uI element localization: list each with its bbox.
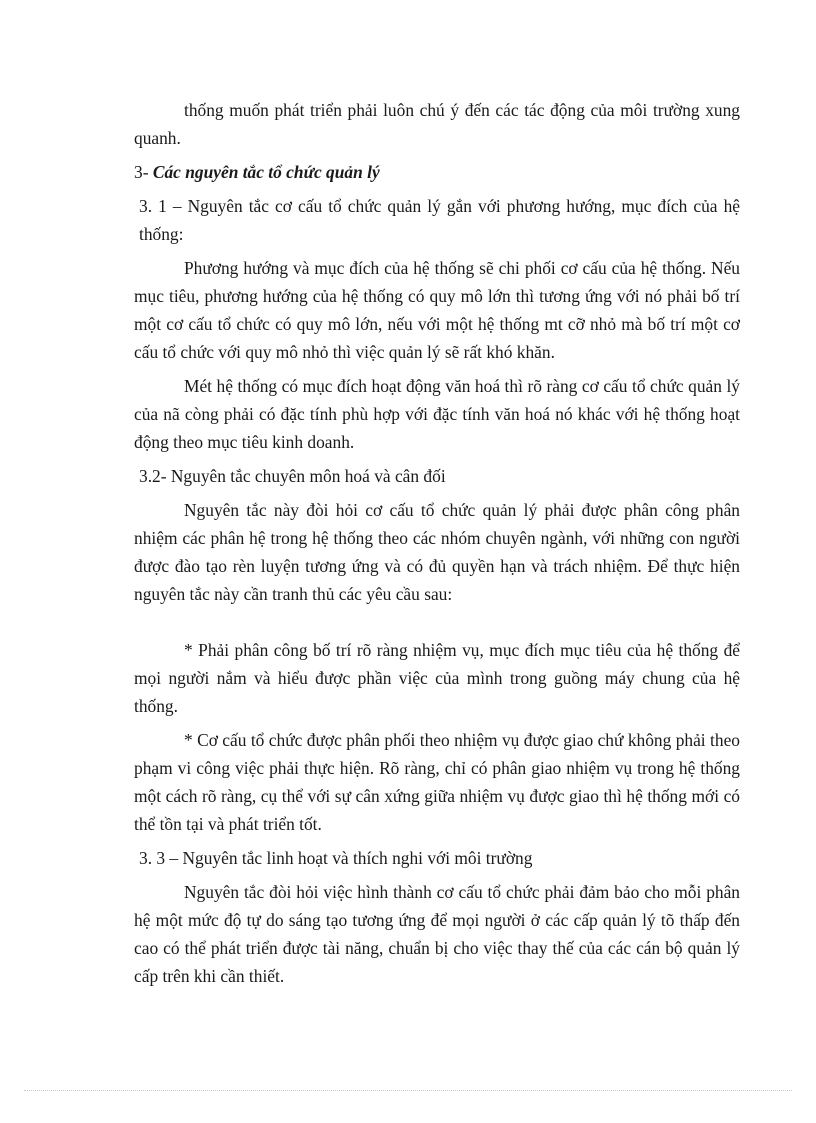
blank-line — [134, 614, 740, 636]
section-3-1-heading: 3. 1 – Nguyên tắc cơ cấu tổ chức quản lý gắn với phương hướng, mục đích của hệ thống: — [139, 196, 740, 244]
section-3-3-heading: 3. 3 – Nguyên tắc linh hoạt và thích nghi với môi trường — [139, 848, 533, 868]
page-body — [134, 96, 740, 996]
section-3-2-bullet-1: * Phải phân công bố trí rõ ràng nhiệm vụ, mục đích mục tiêu của hệ thống để mọi người nắm và hiểu được phần việc của mình trong guồng máy chung của hệ thống. — [134, 640, 740, 716]
section-3-2-heading: 3.2- Nguyên tắc chuyên môn hoá và cân đối — [139, 466, 446, 486]
footer-divider — [24, 1090, 792, 1091]
paragraph-continuation: thống muốn phát triển phải luôn chú ý đến các tác động của môi trường xung quanh. — [134, 100, 740, 148]
section-3-3-paragraph-1: Nguyên tắc đòi hỏi việc hình thành cơ cấu tổ chức phải đảm bảo cho mỗi phân hệ một mức độ tự do sáng tạo tương ứng để mọi người ở các cấp quản lý tõ thấp đến cao có thể phát triển được tài năng, chuẩn bị cho việc thay thế của các cán bộ quản lý cấp trên khi cần thiết. — [134, 882, 740, 986]
section-3-number: 3- — [134, 162, 149, 182]
section-3-2-bullet-2: * Cơ cấu tổ chức được phân phối theo nhiệm vụ được giao chứ không phải theo phạm vi công việc phải thực hiện. Rõ ràng, chỉ có phân giao nhiệm vụ trong hệ thống một cách rõ ràng, cụ thể với sự cân xứng giữa nhiệm vụ được giao thì hệ thống mới có thể tồn tại và phát triển tốt. — [134, 730, 740, 834]
section-3-1-paragraph-1: Phương hướng và mục đích của hệ thống sẽ chi phối cơ cấu của hệ thống. Nếu mục tiêu, phương hướng của hệ thống có quy mô lớn thì tương ứng với nó phải bố trí một cơ cấu tổ chức có quy mô lớn, nếu với một hệ thống mt cỡ nhỏ mà bố trí một cơ cấu tổ chức với quy mô nhỏ thì việc quản lý sẽ rất khó khăn. — [134, 258, 740, 362]
section-3-title: Các nguyên tắc tổ chức quản lý — [152, 162, 380, 182]
section-3-1-paragraph-2: Mét hệ thống có mục đích hoạt động văn hoá thì rõ ràng cơ cấu tổ chức quản lý của nã còng phải có đặc tính phù hợp với đặc tính văn hoá nó khác với hệ thống hoạt động theo mục tiêu kinh doanh. — [134, 376, 740, 452]
section-3-heading — [134, 158, 740, 186]
section-3-2-paragraph-1: Nguyên tắc này đòi hỏi cơ cấu tổ chức quản lý phải được phân công phân nhiệm các phân hệ trong hệ thống theo các nhóm chuyên ngành, với những con người được đào tạo rèn luyện tương ứng và có đủ quyền hạn và trách nhiệm. Để thực hiện nguyên tắc này cần tranh thủ các yêu cầu sau: — [134, 500, 740, 604]
